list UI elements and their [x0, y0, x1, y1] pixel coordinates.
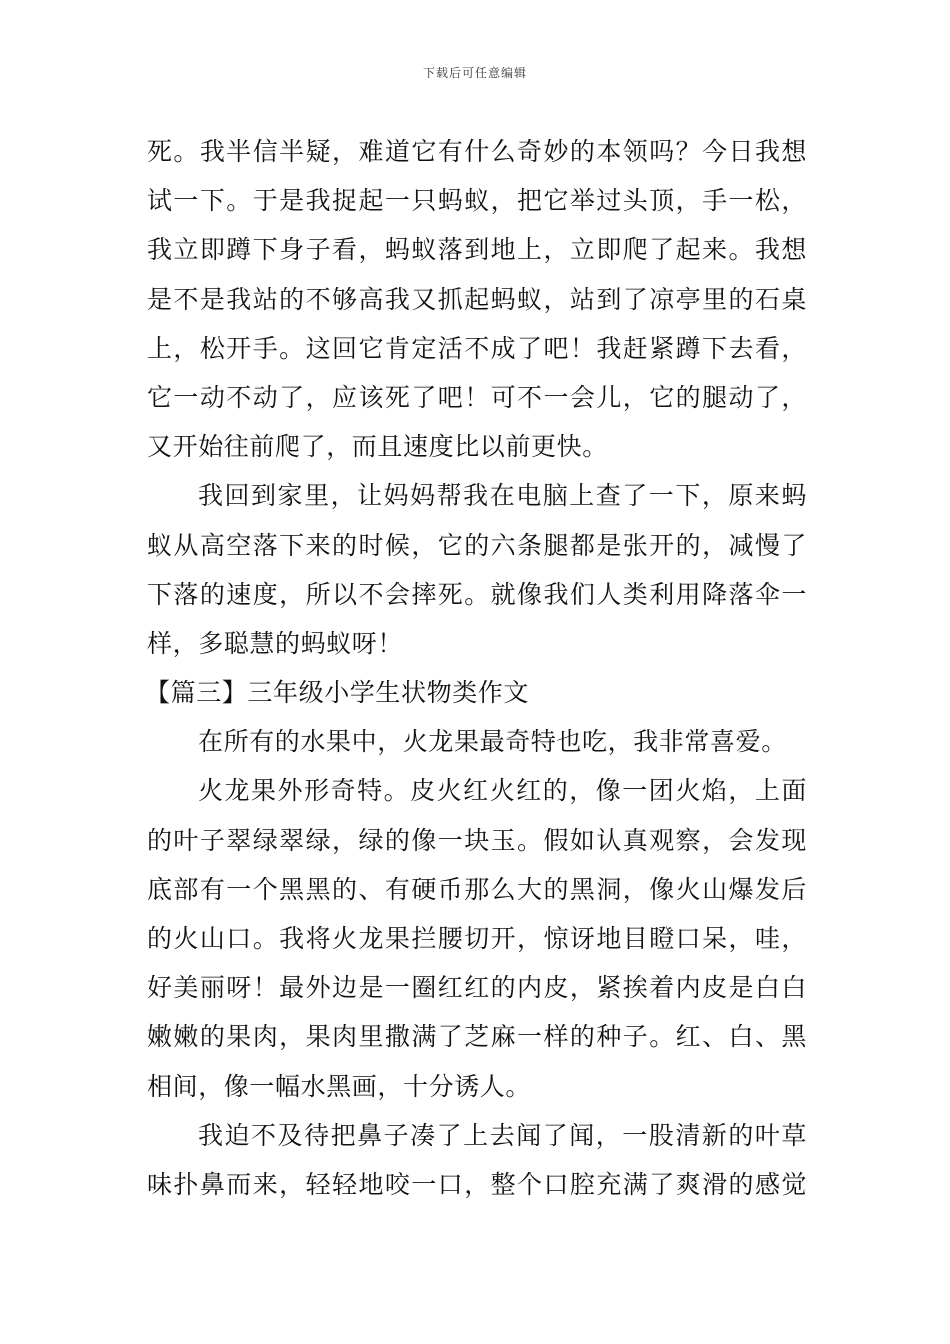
- document-body: [147, 127, 807, 1209]
- paragraph-first-line: 我回到家里，让妈妈帮我在电脑上查了一下，原来蚂: [198, 481, 807, 511]
- text-line: 上，松开手。这回它肯定活不成了吧！我赶紧蹲下去看，: [147, 333, 807, 363]
- text-line: 底部有一个黑黑的、有硬币那么大的黑洞，像火山爆发后: [147, 874, 807, 904]
- text-line: 味扑鼻而来，轻轻地咬一口，整个口腔充满了爽滑的感觉: [147, 1169, 807, 1199]
- paragraph-first-line: 火龙果外形奇特。皮火红火红的，像一团火焰，上面: [198, 776, 807, 806]
- text-line: 试一下。于是我捉起一只蚂蚁，把它举过头顶，手一松，: [147, 186, 807, 216]
- text-line: 相间，像一幅水黑画，十分诱人。: [147, 1071, 532, 1101]
- text-line: 又开始往前爬了，而且速度比以前更快。: [147, 432, 608, 462]
- text-line: 我立即蹲下身子看，蚂蚁落到地上，立即爬了起来。我想: [147, 235, 807, 265]
- text-line: 是不是我站的不够高我又抓起蚂蚁，站到了凉亭里的石桌: [147, 284, 807, 314]
- page-header-note: 下载后可任意编辑: [422, 66, 527, 80]
- text-line: 它一动不动了，应该死了吧！可不一会儿，它的腿动了，: [147, 382, 807, 412]
- section-heading: 【篇三】三年级小学生状物类作文: [145, 678, 530, 708]
- paragraph-first-line: 在所有的水果中，火龙果最奇特也吃，我非常喜爱。: [198, 727, 787, 757]
- text-line: 嫩嫩的果肉，果肉里撒满了芝麻一样的种子。红、白、黑: [147, 1022, 807, 1052]
- text-line: 的叶子翠绿翠绿，绿的像一块玉。假如认真观察，会发现: [147, 825, 807, 855]
- paragraph-first-line: 我迫不及待把鼻子凑了上去闻了闻，一股清新的叶草: [198, 1120, 807, 1150]
- text-line: 蚁从高空落下来的时候，它的六条腿都是张开的，减慢了: [147, 530, 807, 560]
- text-line: 的火山口。我将火龙果拦腰切开，惊讶地目瞪口呆，哇，: [147, 924, 807, 953]
- text-line: 好美丽呀！最外边是一圈红红的内皮，紧挨着内皮是白白: [147, 973, 807, 1003]
- text-line: 样，多聪慧的蚂蚁呀！: [147, 628, 404, 658]
- text-line: 死。我半信半疑，难道它有什么奇妙的本领吗？今日我想: [147, 137, 807, 166]
- text-line: 下落的速度，所以不会摔死。就像我们人类利用降落伞一: [147, 579, 807, 609]
